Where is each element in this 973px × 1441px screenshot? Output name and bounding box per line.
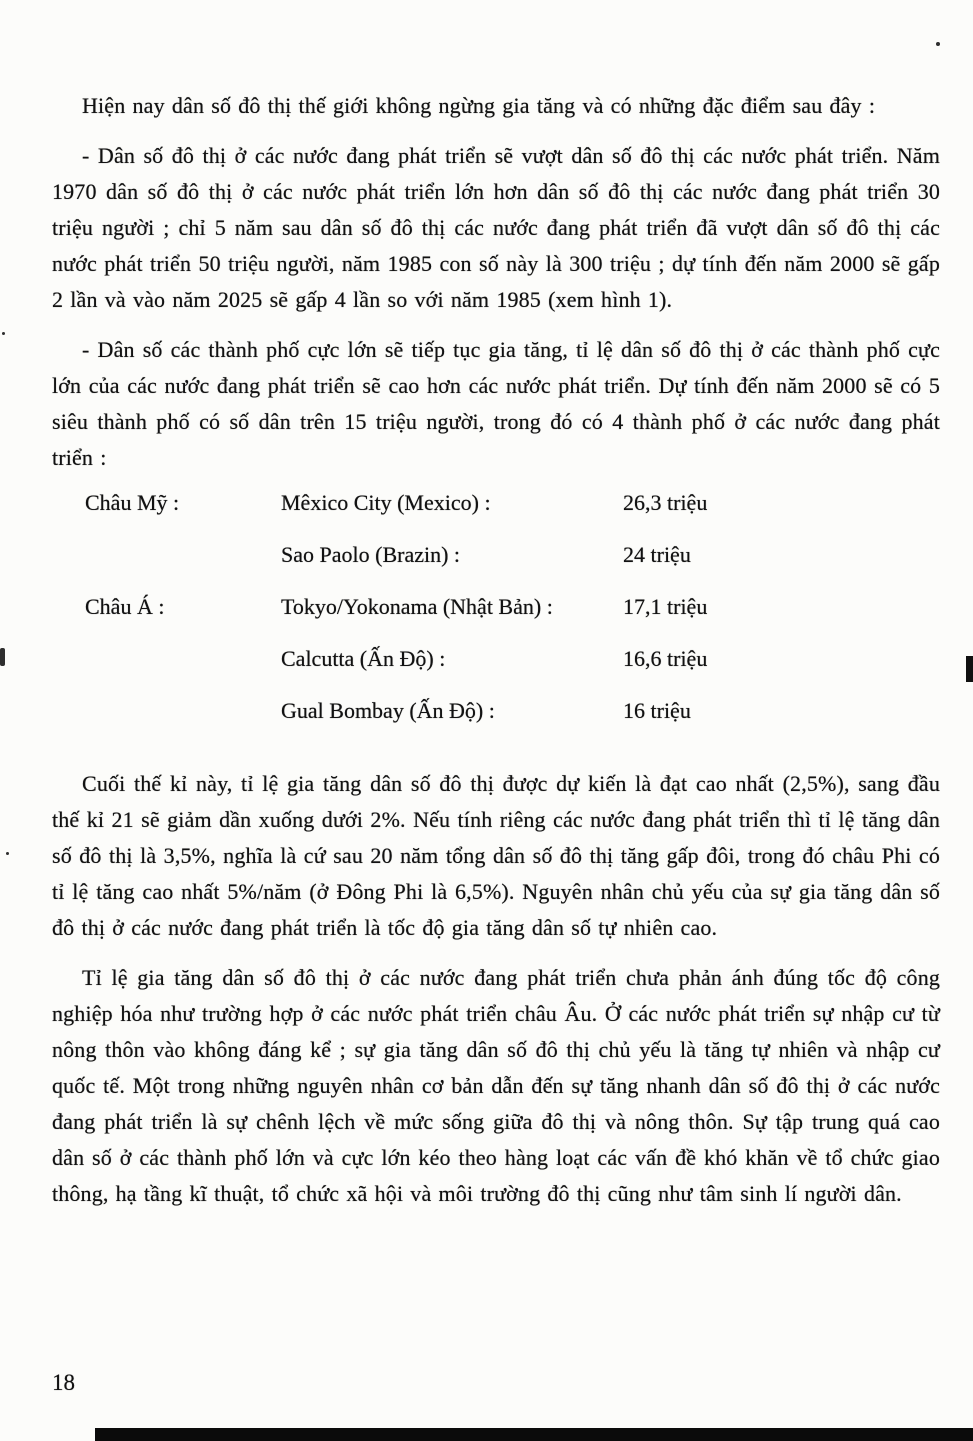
region-label: Châu Á : [85, 594, 165, 619]
city-name: Calcutta (Ấn Độ) : [281, 646, 446, 671]
megacity-row [85, 542, 940, 594]
megacity-row [85, 698, 940, 750]
city-name: Tokyo/Yokonama (Nhật Bản) : [281, 594, 553, 619]
megacity-row [85, 646, 940, 698]
scan-speck-left-1 [2, 332, 5, 335]
city-population: 17,1 triệu [623, 594, 708, 619]
city-population: 26,3 triệu [623, 490, 708, 515]
paragraph-bullet-1: - Dân số đô thị ở các nước đang phát triển sẽ vượt dân số đô thị các nước phát triển. Năm 1970 dân số đô thị ở các nước phát triển lớn hơn dân số đô thị các nước đang phát triển 30 triệu người ; chỉ 5 năm sau dân số đô thị các nước đang phát triển đã vượt dân số đô thị các nước phát triển 50 triệu người, năm 1985 con số này là 300 triệu ; dự tính đến năm 2000 sẽ gấp 2 lần và vào năm 2025 sẽ gấp 4 lần so với năm 1985 (xem hình 1). [52, 143, 940, 312]
paragraph-causes: Tỉ lệ gia tăng dân số đô thị ở các nước đang phát triển chưa phản ánh đúng tốc độ công nghiệp hóa như trường hợp ở các nước phát triển châu Âu. Ở các nước phát triển sự nhập cư từ nông thôn vào không đáng kể ; sự gia tăng dân số đô thị chủ yếu là tăng tự nhiên và nhập cư quốc tế. Một trong những nguyên nhân cơ bản dẫn đến sự tăng nhanh dân số đô thị ở các nước đang phát triển là sự chênh lệch về mức sống giữa đô thị và nông thôn. Sự tập trung quá cao dân số ở các thành phố lớn và cực lớn kéo theo hàng loạt các vấn đề khó khăn về tổ chức giao thông, hạ tầng kĩ thuật, tổ chức xã hội và môi trường đô thị cũng như tâm sinh lí người dân. [52, 965, 940, 1206]
scan-speck-left-2 [6, 852, 9, 855]
city-name: Sao Paolo (Brazin) : [281, 542, 461, 567]
megacity-row [85, 490, 940, 542]
megacity-list [85, 490, 940, 750]
paragraph-intro: Hiện nay dân số đô thị thế giới không ngừng gia tăng và có những đặc điểm sau đây : [82, 93, 876, 118]
scan-mark-right-edge [966, 656, 973, 682]
megacity-row [85, 594, 940, 646]
scan-mark-left-edge [0, 648, 5, 666]
city-population: 24 triệu [623, 542, 691, 567]
city-population: 16,6 triệu [623, 646, 708, 671]
city-name: Gual Bombay (Ấn Độ) : [281, 698, 495, 723]
page-number: 18 [52, 1370, 75, 1395]
city-population: 16 triệu [623, 698, 691, 723]
scan-artifact-bottom-bar [95, 1428, 973, 1441]
city-name: Mêxico City (Mexico) : [281, 490, 491, 515]
region-label: Châu Mỹ : [85, 490, 180, 515]
paragraph-bullet-2: - Dân số các thành phố cực lớn sẽ tiếp tục gia tăng, tỉ lệ dân số đô thị ở các thành phố cực lớn của các nước đang phát triển sẽ cao hơn các nước phát triển. Dự tính đến năm 2000 sẽ có 5 siêu thành phố có số dân trên 15 triệu người, trong đó có 4 thành phố ở các nước đang phát triển : [52, 337, 940, 470]
scan-speck-top-right [936, 42, 940, 46]
paragraph-growth-rate: Cuối thế kỉ này, tỉ lệ gia tăng dân số đô thị được dự kiến là đạt cao nhất (2,5%), sang đầu thế kỉ 21 sẽ giảm dần xuống dưới 2%. Nếu tính riêng các nước đang phát triển thì tỉ lệ tăng dân số đô thị là 3,5%, nghĩa là cứ sau 20 năm tổng dân số đô thị tăng gấp đôi, trong đó châu Phi có tỉ lệ tăng cao nhất 5%/năm (ở Đông Phi là 6,5%). Nguyên nhân chủ yếu của sự gia tăng dân số đô thị ở các nước đang phát triển là tốc độ gia tăng dân số tự nhiên cao. [52, 771, 940, 940]
